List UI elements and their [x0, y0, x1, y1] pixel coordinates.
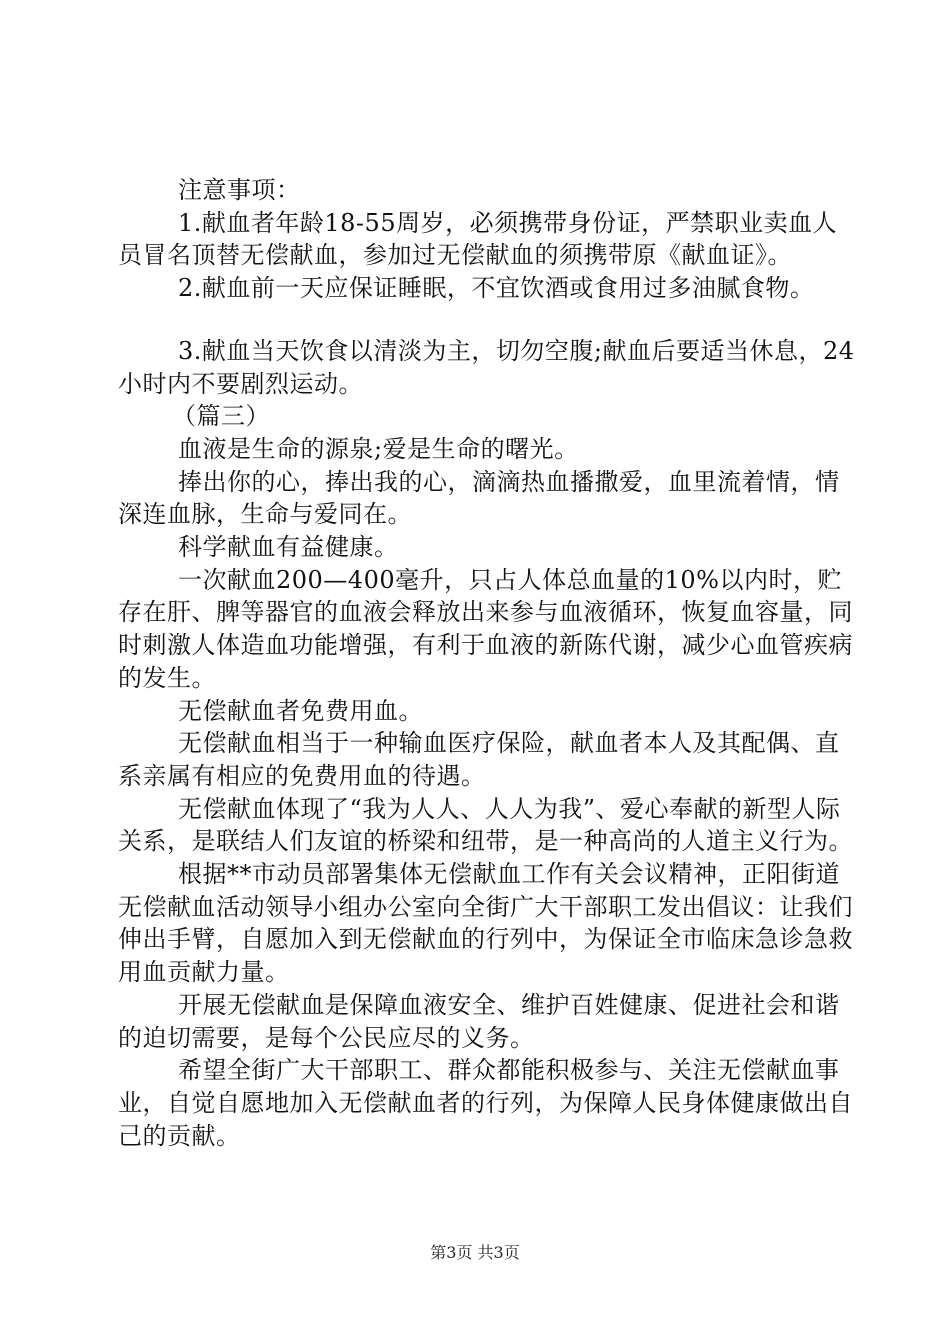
paragraph-section-title: （篇三） — [172, 402, 270, 431]
paragraph-notice-heading: 注意事项： — [178, 176, 301, 204]
paragraph-body: 无偿献血相当于一种输血医疗保险，献血者本人及其配偶、直系亲属有相应的免费用血的待遇。 — [118, 729, 840, 790]
paragraph-notice-3: 3.献血当天饮食以清淡为主，切勿空腹;献血后要适当休息，24小时内不要剧烈运动。 — [118, 336, 855, 398]
paragraph-body: 捧出你的心，捧出我的心，滴滴热血播撒爱，血里流着情，情深连血脉，生命与爱同在。 — [118, 467, 840, 529]
paragraph-subheading: 科学献血有益健康。 — [178, 533, 399, 562]
paragraph-notice-2: 2.献血前一天应保证睡眠，不宜饮酒或食用过多油腻食物。 — [178, 274, 815, 303]
paragraph-body: 无偿献血体现了“我为人人、人人为我”、爱心奉献的新型人际关系，是联结人们友谊的桥梁和纽带，是一种高尚的人道主义行为。 — [118, 794, 853, 856]
document-body — [118, 174, 858, 1152]
paragraph-body: 血液是生命的源泉;爱是生命的曙光。 — [178, 434, 579, 463]
paragraph-subheading: 无偿献血者免费用血。 — [178, 696, 423, 725]
paragraph-notice-1: 1.献血者年龄18-55周岁，必须携带身份证，严禁职业卖血人员冒名顶替无偿献血，参加过无偿献血的须携带原《献血证》。 — [118, 208, 838, 270]
paragraph-body: 希望全街广大干部职工、群众都能积极参与、关注无偿献血事业，自觉自愿地加入无偿献血者的行列，为保障人民身体健康做出自己的贡献。 — [118, 1056, 853, 1150]
paragraph-body: 根据**市动员部署集体无偿献血工作有关会议精神，正阳街道无偿献血活动领导小组办公室向全街广大干部职工发出倡议：让我们伸出手臂，自愿加入到无偿献血的行列中，为保证全市临床急诊急救用血贡献力量。 — [118, 860, 853, 987]
paragraph-body: 开展无偿献血是保障血液安全、维护百姓健康、促进社会和谐的迫切需要，是每个公民应尽的义务。 — [118, 990, 840, 1052]
page-footer: 第3页 共3页 — [430, 1243, 520, 1262]
paragraph-body: 一次献血200—400毫升，只占人体总血量的10%以内时，贮存在肝、脾等器官的血液会释放出来参与血液循环，恢复血容量，同时刺激人体造血功能增强，有利于血液的新陈代谢，减少心血管疾病的发生。 — [118, 565, 853, 692]
